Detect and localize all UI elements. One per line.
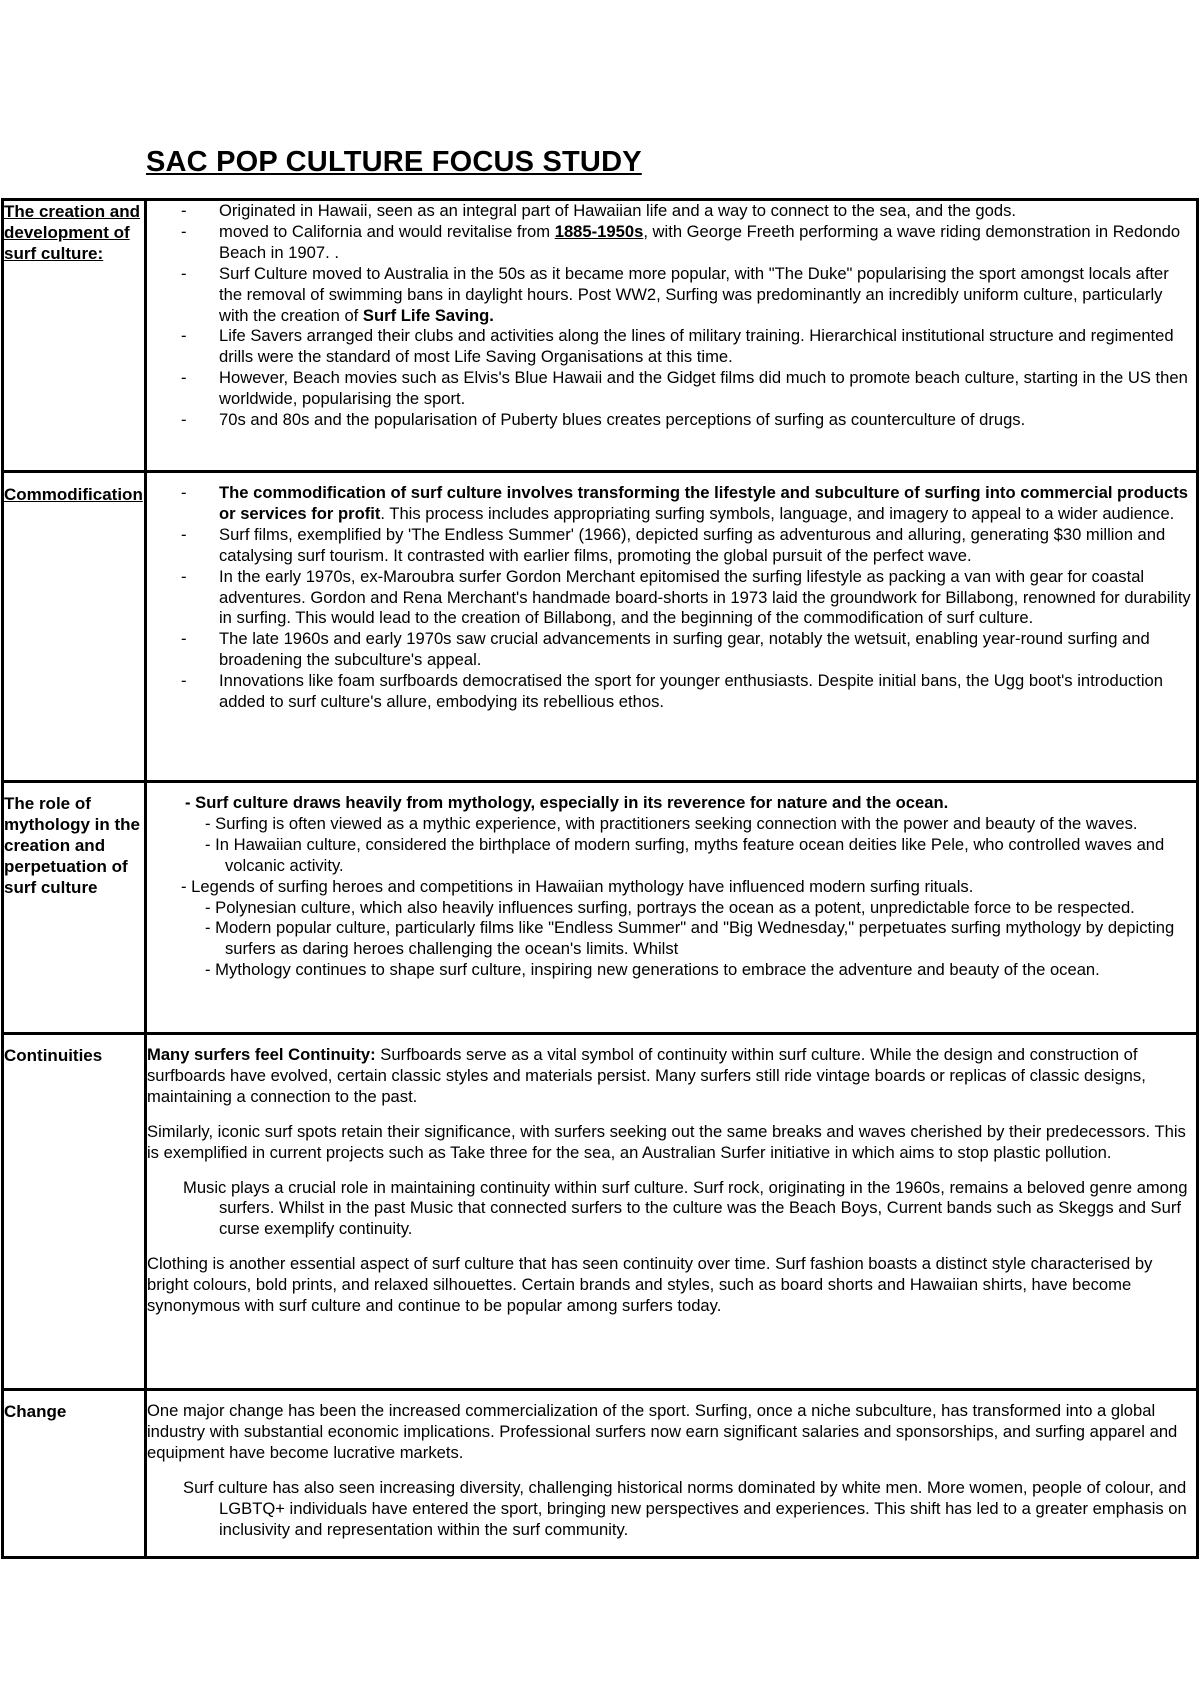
list-item: - In the early 1970s, ex-Maroubra surfer Gordon Merchant epitomised the surfing lifestyle as packing a van with gear for coastal adventures. Gordon and Rena Merchant's handmade board-shorts in 1973 laid the groundwork for Billabong, renowned for durability in surfing. This would lead to the creation of Billabong, and the beginning of the commodification of surf culture. xyxy=(181,566,1191,628)
list-item: - Modern popular culture, particularly films like "Endless Summer" and "Big Wednesday," perpetuates surfing mythology by depicting surfers as daring heroes challenging the ocean's limits. Whilst xyxy=(205,918,1175,959)
paragraph: Clothing is another essential aspect of surf culture that has seen continuity over time. Surf fashion boasts a distinct style characterised by bright colours, bold prints, and relaxed silhouettes. Certain brands and styles, such as board shorts and Hawaiian shirts, have become synonymous with surf culture and continue to be popular among surfers today. xyxy=(147,1254,1153,1316)
list-item: - In Hawaiian culture, considered the birthplace of modern surfing, myths feature ocean deities like Pele, who controlled waves and volcanic activity. xyxy=(205,834,1165,875)
table-row xyxy=(3,1034,1198,1390)
list-item: - 70s and 80s and the popularisation of Puberty blues creates perceptions of surfing as counterculture of drugs. xyxy=(181,410,1026,430)
row-label-continuities: Continuities xyxy=(3,1034,146,1390)
list-item: - Originated in Hawaii, seen as an integral part of Hawaiian life and a way to connect to the sea, and the gods. xyxy=(181,201,1016,220)
paragraph: One major change has been the increased commercialization of the sport. Surfing, once a niche subculture, has transformed into a global industry with substantial economic implications. Professional surfers now earn significant salaries and sponsorships, and surfing apparel and equipment have become lucrative markets. xyxy=(147,1401,1178,1462)
list-item: - Surf Culture moved to Australia in the 50s as it became more popular, with "The Duke" popularising the sport amongst locals after the removal of swimming bans in daylight hours. Post WW2, Surfing was predominantly an incredibly uniform culture, particularly with the creation of Surf Life Saving. xyxy=(181,263,1169,325)
table-row xyxy=(3,1390,1198,1558)
list-item: - The late 1960s and early 1970s saw crucial advancements in surfing gear, notably the wetsuit, enabling year-round surfing and broadening the subculture's appeal. xyxy=(181,629,1150,670)
row-content-creation xyxy=(146,200,1198,472)
table-row xyxy=(3,782,1198,1034)
list-item: - Mythology continues to shape surf culture, inspiring new generations to embrace the adventure and beauty of the ocean. xyxy=(205,960,1100,980)
list-item: - However, Beach movies such as Elvis's Blue Hawaii and the Gidget films did much to promote beach culture, starting in the US then worldwide, popularising the sport. xyxy=(181,368,1188,409)
paragraph: Similarly, iconic surf spots retain their significance, with surfers seeking out the same breaks and waves cherished by their predecessors. This is exemplified in current projects such as Take three for the sea, an Australian Surfer initiative in which aims to stop plastic pollution. xyxy=(147,1121,1186,1162)
bullet-list xyxy=(147,483,1196,713)
list-item: - moved to California and would revitalise from 1885-1950s, with George Freeth performing a wave riding demonstration in Redondo Beach in 1907. . xyxy=(181,221,1181,262)
paragraph: Many surfers feel Continuity: Surfboards serve as a vital symbol of continuity within surf culture. While the design and construction of surfboards have evolved, certain classic styles and materials persist. Many surfers still ride vintage boards or replicas of classic designs, maintaining a connection to the past. xyxy=(147,1045,1146,1106)
row-content-change xyxy=(146,1390,1198,1558)
paragraph: Surf culture has also seen increasing diversity, challenging historical norms dominated by white men. More women, people of colour, and LGBTQ+ individuals have entered the sport, bringing new perspectives and experiences. This shift has led to a greater emphasis on inclusivity and representation within the surf community. xyxy=(183,1477,1187,1539)
table-row xyxy=(3,200,1198,472)
paragraph: Music plays a crucial role in maintaining continuity within surf culture. Surf rock, originating in the 1960s, remains a beloved genre among surfers. Whilst in the past Music that connected surfers to the culture was the Beach Boys, Current bands such as Skeggs and Surf curse exemplify continuity. xyxy=(183,1177,1188,1239)
focus-study-table xyxy=(1,198,1199,1559)
list-item: - Surf culture draws heavily from mythology, especially in its reverence for nature and the ocean. xyxy=(185,793,949,812)
list-item: - The commodification of surf culture involves transforming the lifestyle and subculture of surfing into commercial products or services for profit. This process includes appropriating surfing symbols, language, and imagery to appeal to a wider audience. xyxy=(181,483,1189,523)
list-item: - Surf films, exemplified by 'The Endless Summer' (1966), depicted surfing as adventurous and alluring, generating $30 million and catalysing surf tourism. It contrasted with earlier films, promoting the global pursuit of the perfect wave. xyxy=(181,524,1166,565)
row-content-mythology xyxy=(146,782,1198,1034)
row-label-creation: The creation and development of surf culture: xyxy=(3,200,146,472)
row-label-change: Change xyxy=(3,1390,146,1558)
page-title: SAC POP CULTURE FOCUS STUDY xyxy=(146,146,642,178)
row-label-commodification: Commodification xyxy=(3,472,146,782)
list-item: - Innovations like foam surfboards democratised the sport for younger enthusiasts. Despite initial bans, the Ugg boot's introduction added to surf culture's allure, embodying its rebellious ethos. xyxy=(181,671,1164,712)
list-item: - Surfing is often viewed as a mythic experience, with practitioners seeking connection with the power and beauty of the waves. xyxy=(205,813,1138,833)
list-item: - Polynesian culture, which also heavily influences surfing, portrays the ocean as a potent, unpredictable force to be respected. xyxy=(205,897,1135,917)
row-content-continuities xyxy=(146,1034,1198,1390)
list-item: - Life Savers arranged their clubs and activities along the lines of military training. Hierarchical institutional structure and regimented drills were the standard of most Life Saving Organisations at this time. xyxy=(181,326,1174,367)
row-content-commodification xyxy=(146,472,1198,782)
bullet-list xyxy=(181,793,1196,981)
row-label-mythology: The role of mythology in the creation and perpetuation of surf culture xyxy=(3,782,146,1034)
bullet-list xyxy=(147,201,1196,431)
table-row xyxy=(3,472,1198,782)
list-item: - Legends of surfing heroes and competitions in Hawaiian mythology have influenced modern surfing rituals. xyxy=(181,876,974,896)
